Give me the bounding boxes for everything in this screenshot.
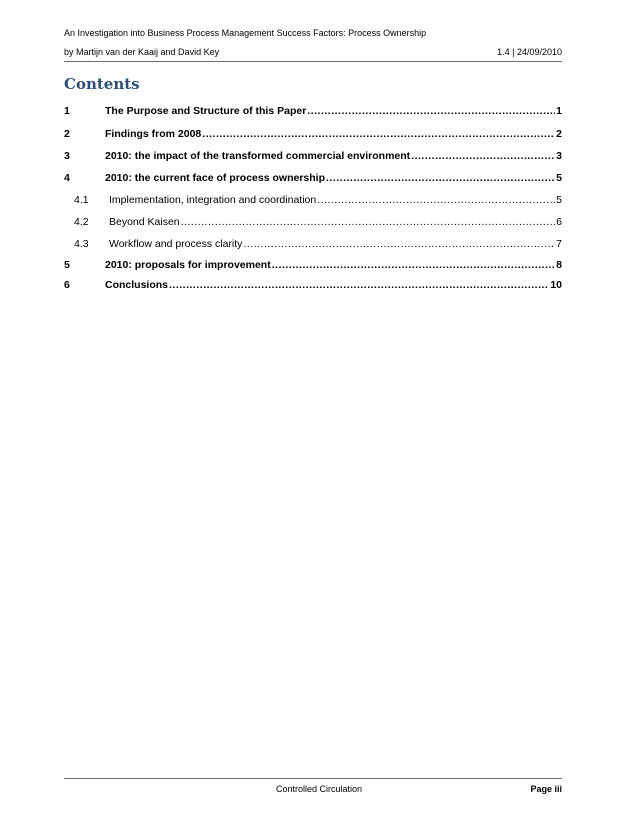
toc-number: 5 (64, 259, 70, 271)
toc-number: 4.3 (74, 238, 89, 250)
toc-page-number: 7 (556, 238, 562, 250)
header-authors: by Martijn van der Kaaij and David Key (64, 47, 220, 57)
toc-leader (272, 258, 555, 272)
toc-entry-6[interactable] (64, 278, 562, 292)
toc-number: 4.2 (74, 216, 89, 228)
toc-entry-4-2[interactable] (64, 215, 562, 229)
toc-title: Implementation, integration and coordination (109, 194, 317, 206)
toc-leader (181, 215, 556, 229)
toc-leader (326, 171, 555, 185)
toc-number: 1 (64, 105, 70, 117)
toc-entry-4-3[interactable] (64, 237, 562, 251)
footer-circulation: Controlled Circulation (275, 784, 363, 794)
toc-number: 4 (64, 172, 70, 184)
toc-number: 2 (64, 128, 70, 140)
footer-divider (64, 778, 562, 779)
toc-leader (411, 149, 555, 163)
toc-title: 2010: the current face of process ownership (105, 172, 325, 184)
toc-page-number: 5 (556, 194, 562, 206)
toc-entry-1[interactable] (64, 104, 562, 118)
toc-entry-3[interactable] (64, 149, 562, 163)
toc-entry-2[interactable] (64, 127, 562, 141)
toc-leader (307, 104, 555, 118)
toc-title: The Purpose and Structure of this Paper (105, 105, 307, 117)
toc-entry-5[interactable] (64, 258, 562, 272)
toc-entry-4[interactable] (64, 171, 562, 185)
toc-title: Beyond Kaisen (109, 216, 180, 228)
toc-page-number: 8 (556, 259, 562, 271)
toc-page-number: 1 (556, 105, 562, 117)
toc-number: 4.1 (74, 194, 89, 206)
toc-number: 3 (64, 150, 70, 162)
toc-leader (317, 193, 555, 207)
toc-title: 2010: the impact of the transformed commercial environment (105, 150, 411, 162)
toc-page-number: 10 (550, 279, 562, 291)
toc-leader (243, 237, 555, 251)
toc-title: Conclusions (105, 279, 169, 291)
toc-leader (202, 127, 555, 141)
toc-leader (169, 278, 549, 292)
toc-page-number: 2 (556, 128, 562, 140)
footer-page-number: Page iii (530, 784, 562, 794)
header-title: An Investigation into Business Process Management Success Factors: Process Ownership (64, 28, 427, 38)
toc-page-number: 3 (556, 150, 562, 162)
contents-heading: Contents (64, 75, 140, 93)
toc-title: Findings from 2008 (105, 128, 202, 140)
header-version: 1.4 | 24/09/2010 (497, 47, 562, 57)
toc-title: 2010: proposals for improvement (105, 259, 271, 271)
header-divider (64, 61, 562, 62)
toc-page-number: 5 (556, 172, 562, 184)
toc-entry-4-1[interactable] (64, 193, 562, 207)
toc-title: Workflow and process clarity (109, 238, 243, 250)
toc-page-number: 6 (556, 216, 562, 228)
toc-number: 6 (64, 279, 70, 291)
